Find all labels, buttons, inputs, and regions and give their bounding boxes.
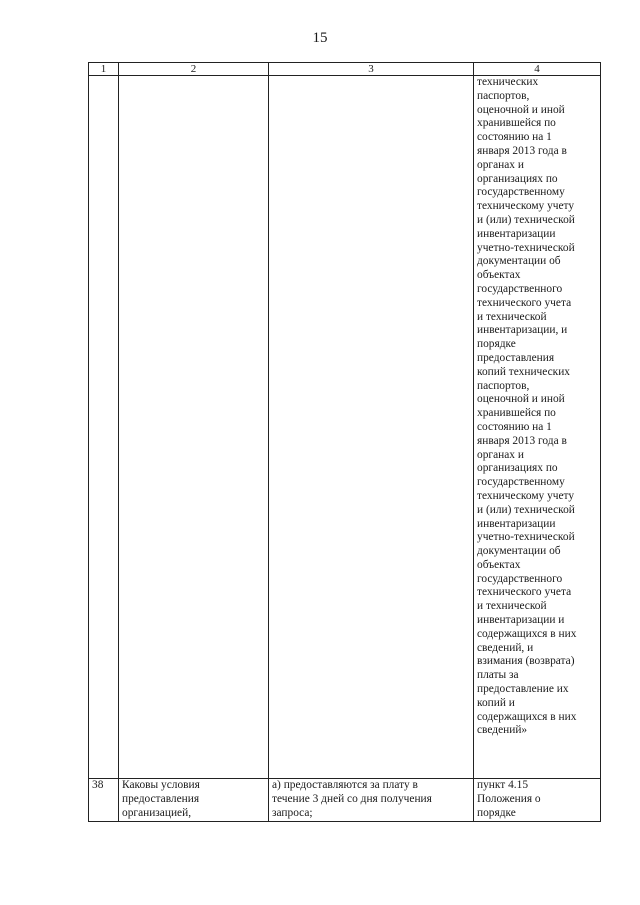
cell-question — [119, 76, 269, 779]
table-header-row — [89, 63, 601, 76]
page-number: 15 — [312, 30, 328, 46]
cell-number — [89, 76, 119, 779]
cell-source: технических паспортов, оценочной и иной хранившейся по состоянию на 1 января 2013 года в органах и организациях по государственному техническому учету и (или) технической инвентаризации учетно-технической документации об объектах государственного технического учета и технической инвентаризации, и порядке предоставления копий технических паспортов, оценочной и иной хранившейся по состоянию на 1 января 2013 года в органах и организациях по государственному техническому учету и (или) технической инвентаризации учетно-технической документации об объектах государственного технического учета и технической инвентаризации и содержащихся в них сведений, и взимания (возврата) платы за предоставление их копий и содержащихся в них сведений» — [474, 76, 601, 779]
cell-question: Каковы условия предоставления организацией, — [119, 779, 269, 822]
cell-source: пункт 4.15 Положения о порядке — [474, 779, 601, 822]
column-header-3: 3 — [269, 63, 474, 76]
cell-number: 38 — [89, 779, 119, 822]
cell-answer — [269, 76, 474, 779]
column-header-2: 2 — [119, 63, 269, 76]
document-table — [88, 62, 601, 822]
table-row-38 — [89, 779, 601, 822]
table-row-continued — [89, 76, 601, 779]
cell-answer: а) предоставляются за плату в течение 3 дней со дня получения запроса; — [269, 779, 474, 822]
column-header-1: 1 — [89, 63, 119, 76]
column-header-4: 4 — [474, 63, 601, 76]
